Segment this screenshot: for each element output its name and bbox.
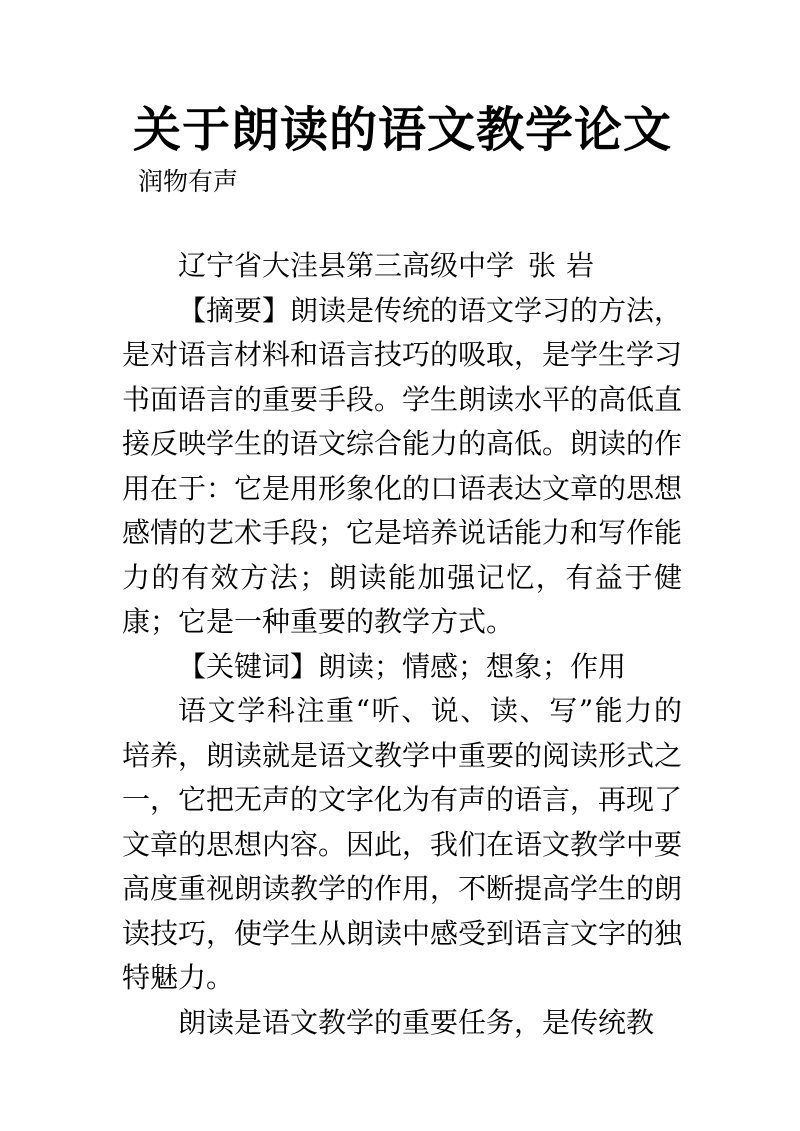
document-title: 关于朗读的语文教学论文	[133, 102, 673, 158]
keywords-paragraph: 【关键词】朗读；情感；想象；作用	[178, 649, 627, 683]
author-given-name: 岩	[566, 249, 595, 282]
author-line	[122, 244, 682, 289]
abstract-paragraph: 【摘要】朗读是传统的语文学习的方法，是对语言材料和语言技巧的吸取，是学生学习书面语言的重要手段。学生朗读水平的高低直接反映学生的语文综合能力的高低。朗读的作用在于：它是用形象化的口语表达文章的思想感情的艺术手段；它是培养说话能力和写作能力的有效方法；朗读能加强记忆，有益于健康；它是一种重要的教学方式。	[122, 293, 683, 638]
document-subtitle: 润物有声	[138, 167, 239, 196]
author-family-name: 张	[528, 249, 557, 282]
author-affiliation: 辽宁省大洼县第三高级中学	[178, 249, 515, 282]
body-paragraph-2: 朗读是语文教学的重要任务，是传统教	[178, 1005, 655, 1039]
body-paragraph-1: 语文学科注重“听、说、读、写”能力的培养，朗读就是语文教学中重要的阅读形式之一，它把无声的文字化为有声的语言，再现了文章的思想内容。因此，我们在语文教学中要高度重视朗读教学的作用，不断提高学生的朗读技巧，使学生从朗读中感受到语言文字的独特魅力。	[122, 694, 683, 994]
document-body	[122, 244, 682, 1045]
